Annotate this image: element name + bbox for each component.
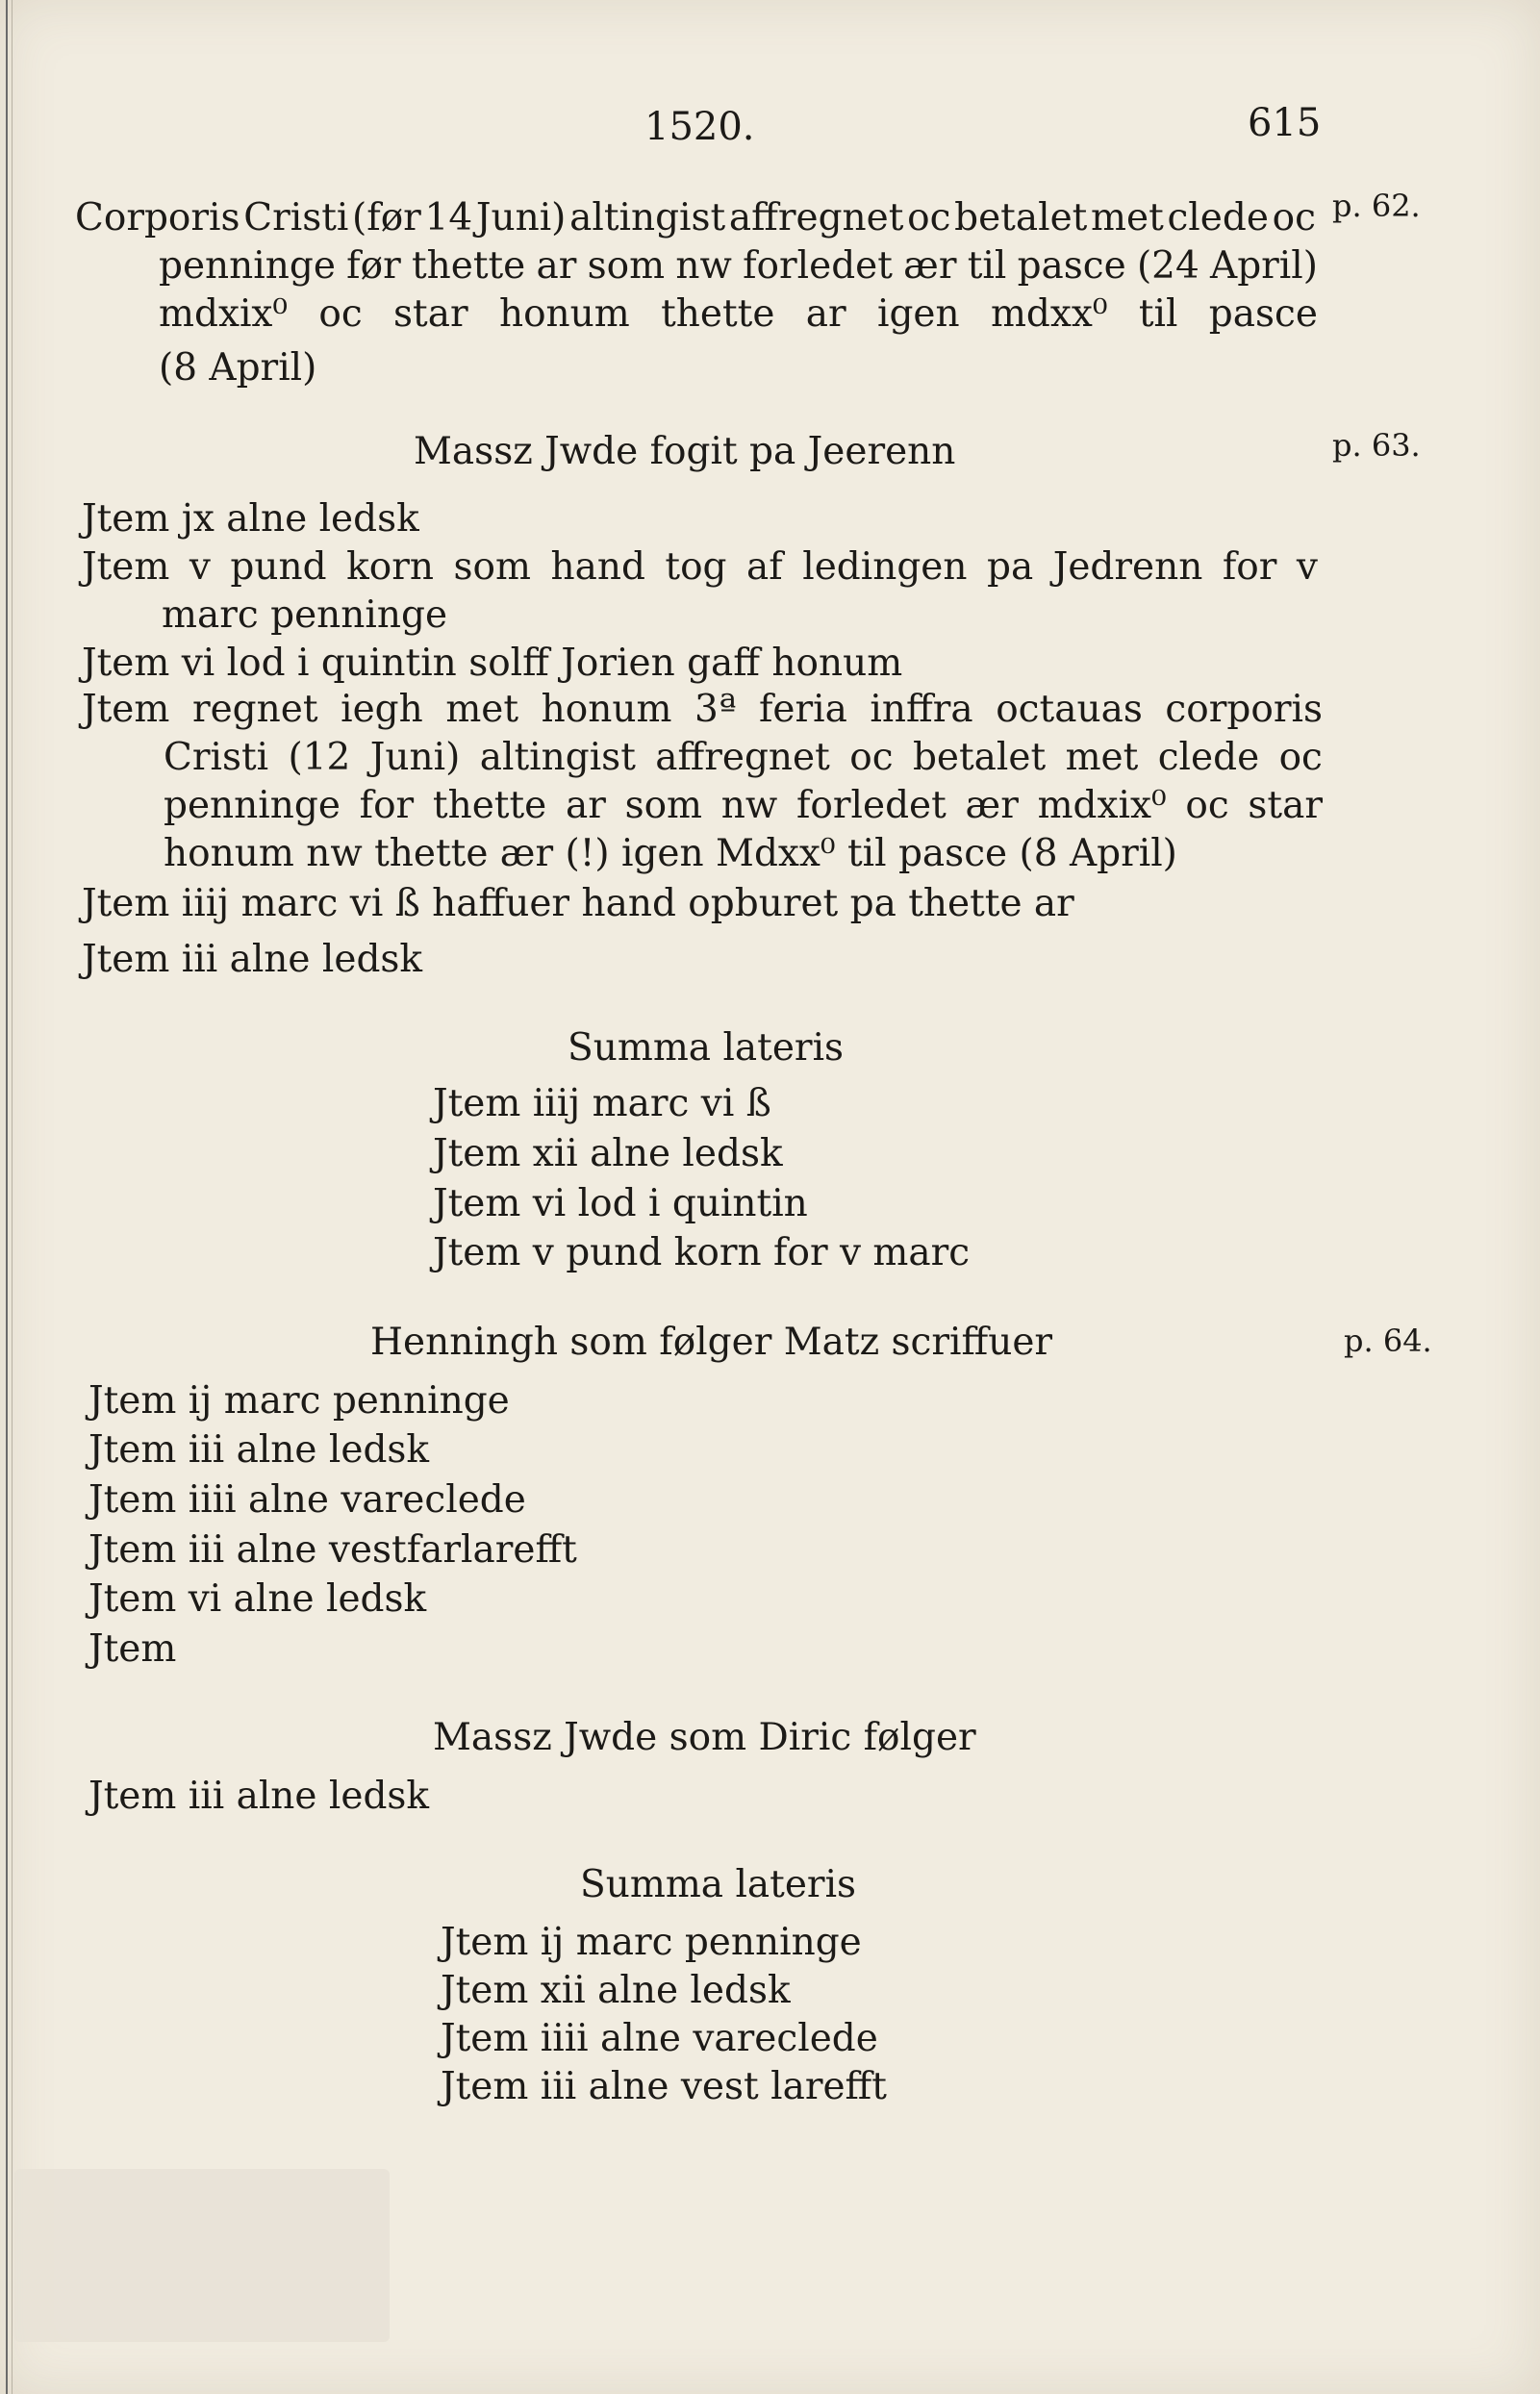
word: April) [1210, 244, 1318, 288]
word: Jtem [82, 688, 170, 731]
word: (før [352, 196, 421, 239]
word: honum [498, 292, 630, 336]
word: ar [805, 292, 846, 336]
word: før [346, 244, 401, 288]
word: thette [411, 244, 526, 288]
word: star [1248, 784, 1323, 827]
text-line: Jtem iii alne vestfarlarefft [88, 1528, 577, 1572]
text-line: Jtem vi alne ledsk [88, 1577, 427, 1621]
word: oc [1278, 736, 1323, 779]
text-line: Summa lateris [568, 1026, 845, 1070]
word: thette [661, 292, 775, 336]
word: feria [758, 688, 847, 731]
text-line [82, 688, 1323, 731]
word: for [1222, 545, 1277, 589]
margin-page-reference: p. 64. [1344, 1323, 1432, 1359]
text-line: Jtem iiii alne vareclede [441, 2017, 878, 2060]
word: hand [550, 545, 645, 589]
word: honum [541, 688, 672, 731]
text-line: Jtem iiii alne vareclede [88, 1478, 526, 1522]
word: Cristi [164, 736, 269, 779]
word: iegh [341, 688, 423, 731]
paper-discoloration [14, 2169, 390, 2342]
word: ar [536, 244, 577, 288]
word: forledet [743, 244, 893, 288]
word: met [445, 688, 519, 731]
margin-page-reference: p. 63. [1332, 427, 1421, 464]
word: ar [565, 784, 606, 827]
text-line: Jtem v pund korn for v marc [433, 1231, 971, 1274]
word: star [393, 292, 468, 336]
word: oc [907, 196, 951, 239]
word: Cristi [243, 196, 349, 239]
text-line [159, 244, 1318, 288]
page-number: 615 [1248, 101, 1322, 145]
word: octauas [996, 688, 1143, 731]
text-line: Massz Jwde fogit pa Jeerenn [414, 430, 956, 473]
word: penninge [164, 784, 341, 827]
word: 14 [424, 196, 473, 239]
text-line: Jtem iii alne ledsk [82, 938, 423, 981]
text-line: Jtem xii alne ledsk [441, 1969, 791, 2012]
word: mdxix⁰ [1037, 784, 1167, 827]
text-line: Jtem iiij marc vi ß haffuer hand opburet pa thette ar [82, 882, 1074, 925]
word: clede [1157, 736, 1260, 779]
word: pund [230, 545, 327, 589]
word: v [1296, 545, 1318, 589]
word: betalet [912, 736, 1047, 779]
word: Jedrenn [1052, 545, 1203, 589]
word: thette [432, 784, 547, 827]
text-line: Jtem iii alne vest larefft [441, 2065, 887, 2108]
word: regnet [191, 688, 318, 731]
word: oc [1185, 784, 1229, 827]
text-line: Summa lateris [580, 1863, 857, 1906]
word: Corporis [75, 196, 240, 239]
word: for [359, 784, 415, 827]
word: som [624, 784, 703, 827]
word: affregnet [728, 196, 904, 239]
text-line: marc penninge [162, 593, 448, 637]
word: korn [346, 545, 434, 589]
word: pa [987, 545, 1034, 589]
text-line: Henningh som følger Matz scriffuer [370, 1321, 1053, 1364]
word: met [1091, 196, 1164, 239]
header-year: 1520. [644, 105, 755, 149]
text-line: Jtem vi lod i quintin solff Jorien gaff honum [82, 642, 903, 685]
word: tog [665, 545, 727, 589]
text-line [159, 292, 1318, 336]
text-line: Jtem iii alne ledsk [88, 1428, 430, 1472]
word: betalet [954, 196, 1088, 239]
text-line [164, 736, 1323, 779]
word: forledet [795, 784, 947, 827]
word: til [1138, 292, 1178, 336]
text-line: Jtem vi lod i quintin [433, 1182, 808, 1225]
word: met [1065, 736, 1139, 779]
word: pasce [1208, 292, 1318, 336]
word: (24 [1136, 244, 1199, 288]
word: Jtem [82, 545, 170, 589]
text-line: Jtem [88, 1627, 177, 1671]
word: affregnet [655, 736, 830, 779]
word: Juni) [369, 736, 461, 779]
word: v [189, 545, 211, 589]
text-line: Jtem iiij marc vi ß [433, 1082, 771, 1125]
text-line: Jtem jx alne ledsk [82, 497, 419, 541]
text-line: Jtem ij marc penninge [441, 1921, 862, 1964]
word: (12 [288, 736, 351, 779]
word: mdxx⁰ [990, 292, 1108, 336]
word: som [453, 545, 531, 589]
word: mdxix⁰ [159, 292, 289, 336]
word: som [587, 244, 666, 288]
word: oc [1272, 196, 1316, 239]
word: Juni) [475, 196, 567, 239]
word: altingist [569, 196, 726, 239]
word: corporis [1165, 688, 1323, 731]
word: inffra [870, 688, 973, 731]
text-line: Jtem ij marc penninge [88, 1379, 510, 1423]
scan-edge-line [6, 0, 8, 2394]
text-line: honum nw thette ær (!) igen Mdxx⁰ til pasce (8 April) [164, 832, 1177, 875]
word: altingist [479, 736, 636, 779]
word: til [967, 244, 1007, 288]
word: clede [1167, 196, 1269, 239]
word: 3ª [694, 688, 737, 731]
text-line: (8 April) [159, 346, 317, 390]
text-line [164, 784, 1323, 827]
word: nw [720, 784, 778, 827]
word: igen [876, 292, 960, 336]
margin-page-reference: p. 62. [1332, 188, 1421, 224]
word: ær [903, 244, 957, 288]
word: penninge [159, 244, 336, 288]
word: ledingen [802, 545, 968, 589]
scan-edge-line-inner [12, 0, 13, 2394]
text-line: Jtem xii alne ledsk [433, 1132, 783, 1175]
word: oc [849, 736, 894, 779]
word: af [746, 545, 783, 589]
text-line: Massz Jwde som Diric følger [433, 1716, 976, 1759]
word: ær [965, 784, 1019, 827]
word: nw [675, 244, 732, 288]
text-line [75, 196, 1316, 239]
text-line [82, 545, 1318, 589]
word: pasce [1017, 244, 1126, 288]
text-line: Jtem iii alne ledsk [88, 1775, 430, 1818]
word: oc [318, 292, 363, 336]
